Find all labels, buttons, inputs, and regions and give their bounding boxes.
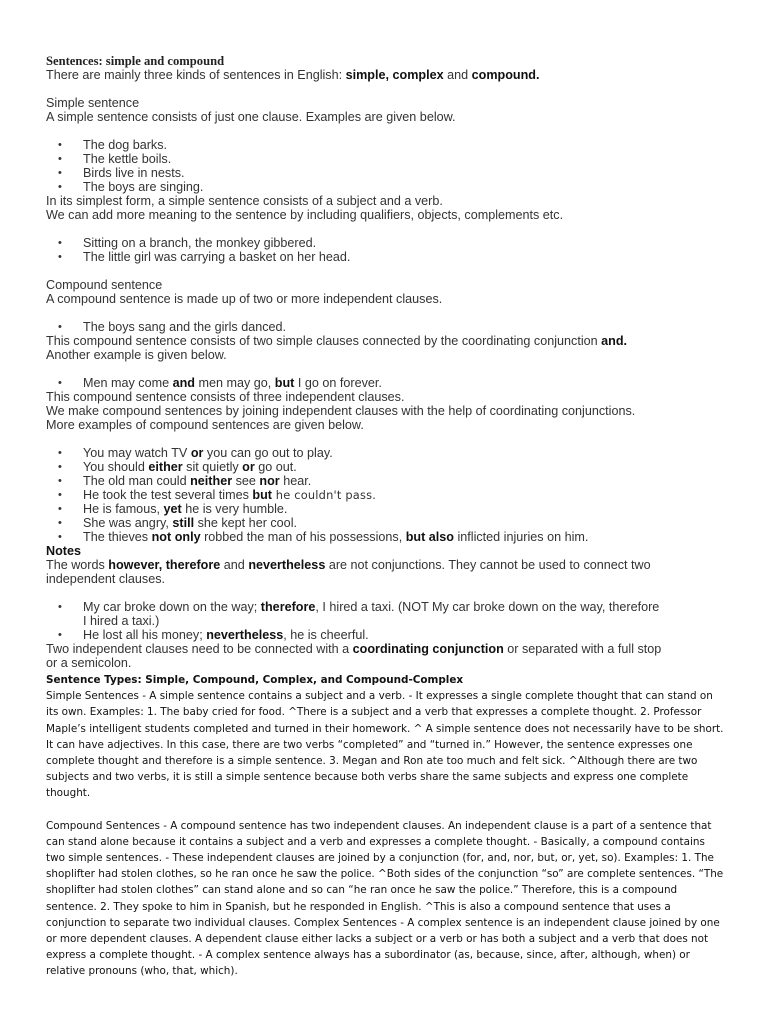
bold-text: however, therefore [108,558,221,572]
bold-text: or [242,460,255,474]
notes-examples-list [46,600,726,642]
text: men may go, [194,376,275,390]
bold-text: nevertheless [248,558,326,572]
bold-text: or [190,446,204,460]
text: She was angry, [83,516,173,530]
text: sit quietly [182,460,243,474]
intro-bold-compound: compound. [471,68,540,82]
text: Compound Sentences - A compound sentence has two independent clauses. An independent clause is a part of a sentence that can stand alone because it contains a subject and a verb and expresses a complete thought. - Basically, a compound contains two simple sentences. - These independent clauses are joined by a conjunction (for, and, nor, but, or, yet, so). Examples: 1. The shoplifter had stolen clothes, so he ran once he saw the police. ^Both sides of the conjunction “so” are complete sentences. “The shoplifter had stolen clothes” can stand alone and so can “he ran once he saw the police.” Therefore, this is a compound sentence. 2. They spoke to him in Spanish, but he responded in English. ^This is also a compound sentence that uses a conjunction to separate two individual clauses. Complex Sentences - A complex sentence is an independent clause joined by one or more dependent clauses. A dependent clause either lacks a subject or a verb or has both a subject and a verb that does not express a complete thought. - A complex sentence always has a subordinator (as, because, since, after, although, when) or relative pronouns (who, that, which). [46,819,724,978]
text: Simple Sentences - A simple sentence contains a subject and a verb. - It expresses a single complete thought that can stand on its own. Examples: 1. The baby cried for food. ^There is a subject and a verb that expresses a complete thought. 2. Professor Maple’s intelligent students completed and turned in their homework. ^ A simple sentence does not necessarily have to be short. It can have adjectives. In this case, there are two verbs “completed” and “turned in.” However, the sentence expresses one complete thought and therefore is a simple sentence. 3. Megan and Ron ate too much and felt sick. ^Although there are two subjects and two verbs, it is still a simple sentence because both verbs share the same subjects and express one complete thought. [46,690,724,800]
text: Men may come [83,376,173,390]
text: go out. [254,460,297,474]
text: I go on forever. [294,376,382,390]
bold-text: not only [151,530,201,544]
text: robbed the man of his possessions, [200,530,406,544]
text: Two independent clauses need to be connected with a [46,642,353,656]
bold-text: therefore [260,600,316,614]
document-heading: Sentences: simple and compound [46,54,225,68]
compound-explain-1 [46,334,726,348]
intro-text-and: and [443,68,472,82]
text: he couldn't pass. [271,488,377,502]
bold-text: and. [601,334,628,348]
text: , he is cheerful. [283,628,369,642]
text: He took the test several times [83,488,253,502]
list-item [46,376,726,390]
text: This compound sentence consists of two simple clauses connected by the coordinating conjunction [46,334,602,348]
text: and [220,558,249,572]
text: The thieves [83,530,152,544]
bold-text: neither [190,474,233,488]
bold-text: still [172,516,195,530]
sentence-types-title: Sentence Types: Simple, Compound, Complex, and Compound-Complex [46,674,464,686]
notes-line-1 [46,558,726,572]
simple-sentences-paragraph [46,688,726,801]
text: He lost all his money; [83,628,207,642]
text: He is famous, [83,502,164,516]
list-item [46,446,726,460]
compound-sentence-title: Compound sentence [46,278,163,292]
list-item [46,460,726,474]
compound-explain-2: Another example is given below. [46,348,227,362]
bold-text: but also [405,530,454,544]
text: I hired a taxi.) [83,614,160,628]
list-item: • Sitting on a branch, the monkey gibbered. [46,236,726,250]
document-page [46,54,726,980]
compound-explain-5: More examples of compound sentences are given below. [46,418,364,432]
list-item [46,502,726,516]
compound-explain-3: This compound sentence consists of three independent clauses. [46,390,405,404]
bold-text: nor [259,474,280,488]
intro-text: There are mainly three kinds of sentences in English: [46,68,346,82]
text: You should [83,460,149,474]
text: My car broke down on the way; [83,600,261,614]
text: or separated with a full stop [503,642,662,656]
simple-examples-2-list [46,236,726,264]
bold-text: but [252,488,272,502]
text: The old man could [83,474,191,488]
list-item [46,516,726,530]
text: The words [46,558,109,572]
simple-sentence-desc: A simple sentence consists of just one clause. Examples are given below. [46,110,456,124]
compound-sentence-desc: A compound sentence is made up of two or more independent clauses. [46,292,443,306]
compound-examples-3-list [46,446,726,544]
notes-title: Notes [46,544,81,558]
list-item: • The kettle boils. [46,152,726,166]
text: see [232,474,260,488]
simple-sentence-title: Simple sentence [46,96,140,110]
bold-text: but [274,376,295,390]
notes-line-4: or a semicolon. [46,656,132,670]
list-item [46,488,726,502]
list-item: • The little girl was carrying a basket on her head. [46,250,726,264]
list-item: • The boys sang and the girls danced. [46,320,726,334]
compound-example-1-list [46,320,726,334]
text: inflicted injuries on him. [453,530,589,544]
text: are not conjunctions. They cannot be used to connect two [325,558,651,572]
bold-text: coordinating conjunction [352,642,504,656]
bold-text: either [148,460,183,474]
list-item: • The dog barks. [46,138,726,152]
list-item [46,530,726,544]
simple-note-2: We can add more meaning to the sentence by including qualifiers, objects, complements etc. [46,208,564,222]
text: hear. [279,474,312,488]
compound-sentences-paragraph [46,818,726,980]
intro-bold-simple-complex: simple, complex [345,68,444,82]
compound-explain-4: We make compound sentences by joining independent clauses with the help of coordinating conjunctions. [46,404,636,418]
bold-text: yet [163,502,182,516]
simple-examples-list [46,138,726,194]
list-item: • Birds live in nests. [46,166,726,180]
text: he is very humble. [181,502,288,516]
notes-line-2: independent clauses. [46,572,166,586]
bold-text: and [172,376,195,390]
list-item: • The boys are singing. [46,180,726,194]
text: You may watch TV [83,446,191,460]
list-item [46,474,726,488]
bold-text: nevertheless [206,628,284,642]
text: , I hired a taxi. (NOT My car broke down on the way, therefore [315,600,660,614]
notes-line-3 [46,642,726,656]
list-item [46,600,726,628]
list-item [46,628,726,642]
text: she kept her cool. [194,516,297,530]
compound-example-2-list [46,376,726,390]
text: you can go out to play. [203,446,333,460]
intro-line [46,68,726,82]
simple-note-1: In its simplest form, a simple sentence consists of a subject and a verb. [46,194,443,208]
sentence-types-section [46,672,726,980]
